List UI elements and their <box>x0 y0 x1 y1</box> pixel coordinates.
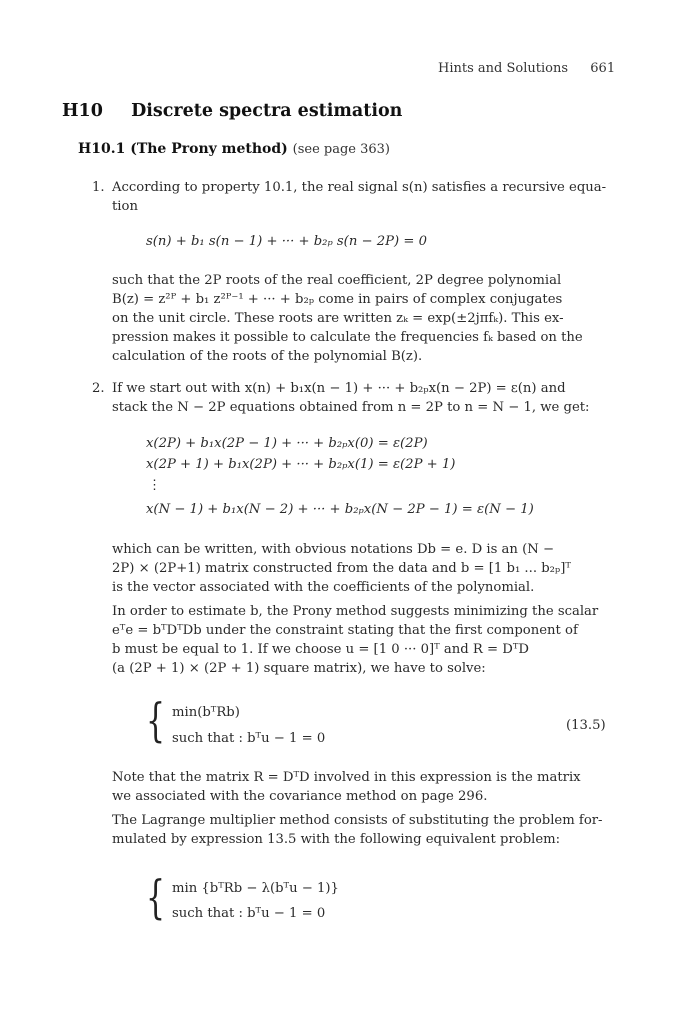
header-text: Hints and Solutions <box>438 61 568 76</box>
item-2-after-1: which can be written, with obvious notations Db = e. D is an (N − <box>112 542 555 557</box>
running-header <box>438 61 615 76</box>
item-2-para4-2: mulated by expression 13.5 with the following equivalent problem: <box>112 832 561 847</box>
opt1-constraint: such that : bᵀu − 1 = 0 <box>172 731 326 746</box>
see-page-ref: (see page 363) <box>292 142 391 157</box>
item-2-para3-1: Note that the matrix R = DᵀD involved in this expression is the matrix <box>112 770 581 785</box>
item-1-after-4: pression makes it possible to calculate the frequencies fₖ based on the <box>112 330 583 345</box>
system-eq-1: x(2P) + b₁x(2P − 1) + ··· + b₂ₚx(0) = ε(2P) <box>146 436 428 451</box>
item-2-para2-2: eᵀe = bᵀDᵀDb under the constraint stating that the first component of <box>112 623 578 638</box>
left-brace: { <box>146 693 166 747</box>
item-2-para2-1: In order to estimate b, the Prony method suggests minimizing the scalar <box>112 604 599 619</box>
item-2-line-2: stack the N − 2P equations obtained from n = 2P to n = N − 1, we get: <box>112 400 590 415</box>
subsection-title: (The Prony method) <box>130 141 288 157</box>
section-number: H10 <box>62 101 103 121</box>
item-1-after-2: B(z) = z²ᴾ + b₁ z²ᴾ⁻¹ + ··· + b₂ₚ come in pairs of complex conjugates <box>112 292 563 307</box>
item-2-para4-1: The Lagrange multiplier method consists of substituting the problem for- <box>112 813 603 828</box>
opt2-objective: min {bᵀRb − λ(bᵀu − 1)} <box>172 881 339 896</box>
system-eq-last: x(N − 1) + b₁x(N − 2) + ··· + b₂ₚx(N − 2P − 1) = ε(N − 1) <box>146 502 534 517</box>
item-2-number: 2. <box>92 381 105 396</box>
opt2-constraint: such that : bᵀu − 1 = 0 <box>172 906 326 921</box>
opt1-objective: min(bᵀRb) <box>172 705 240 720</box>
recursive-equation: s(n) + b₁ s(n − 1) + ··· + b₂ₚ s(n − 2P) = 0 <box>146 234 427 249</box>
section-title: Discrete spectra estimation <box>131 101 403 121</box>
item-2-after-2: 2P) × (2P+1) matrix constructed from the data and b = [1 b₁ ... b₂ₚ]ᵀ <box>112 561 571 576</box>
subsection-heading <box>78 141 390 157</box>
system-eq-2: x(2P + 1) + b₁x(2P) + ··· + b₂ₚx(1) = ε(2P + 1) <box>146 457 456 472</box>
item-2-para2-4: (a (2P + 1) × (2P + 1) square matrix), we have to solve: <box>112 661 486 676</box>
item-1-line-2: tion <box>112 199 138 214</box>
item-2-after-3: is the vector associated with the coefficients of the polynomial. <box>112 580 535 595</box>
left-brace-2: { <box>146 870 166 924</box>
section-heading <box>62 101 402 121</box>
page-number: 661 <box>590 61 616 76</box>
item-1-number: 1. <box>92 180 105 195</box>
system-vdots: ⋮ <box>148 478 162 493</box>
equation-label: (13.5) <box>566 718 606 733</box>
item-1-after-1: such that the 2P roots of the real coefficient, 2P degree polynomial <box>112 273 562 288</box>
item-2-para2-3: b must be equal to 1. If we choose u = [1 0 ··· 0]ᵀ and R = DᵀD <box>112 642 529 657</box>
item-1-line-1: According to property 10.1, the real signal s(n) satisfies a recursive equa- <box>112 180 607 195</box>
item-2-para3-2: we associated with the covariance method on page 296. <box>112 789 488 804</box>
subsection-number: H10.1 <box>78 141 126 157</box>
item-2-line-1: If we start out with x(n) + b₁x(n − 1) + ··· + b₂ₚx(n − 2P) = ε(n) and <box>112 381 566 396</box>
item-1-after-5: calculation of the roots of the polynomial B(z). <box>112 349 423 364</box>
item-1-after-3: on the unit circle. These roots are written zₖ = exp(±2jπfₖ). This ex- <box>112 311 564 326</box>
